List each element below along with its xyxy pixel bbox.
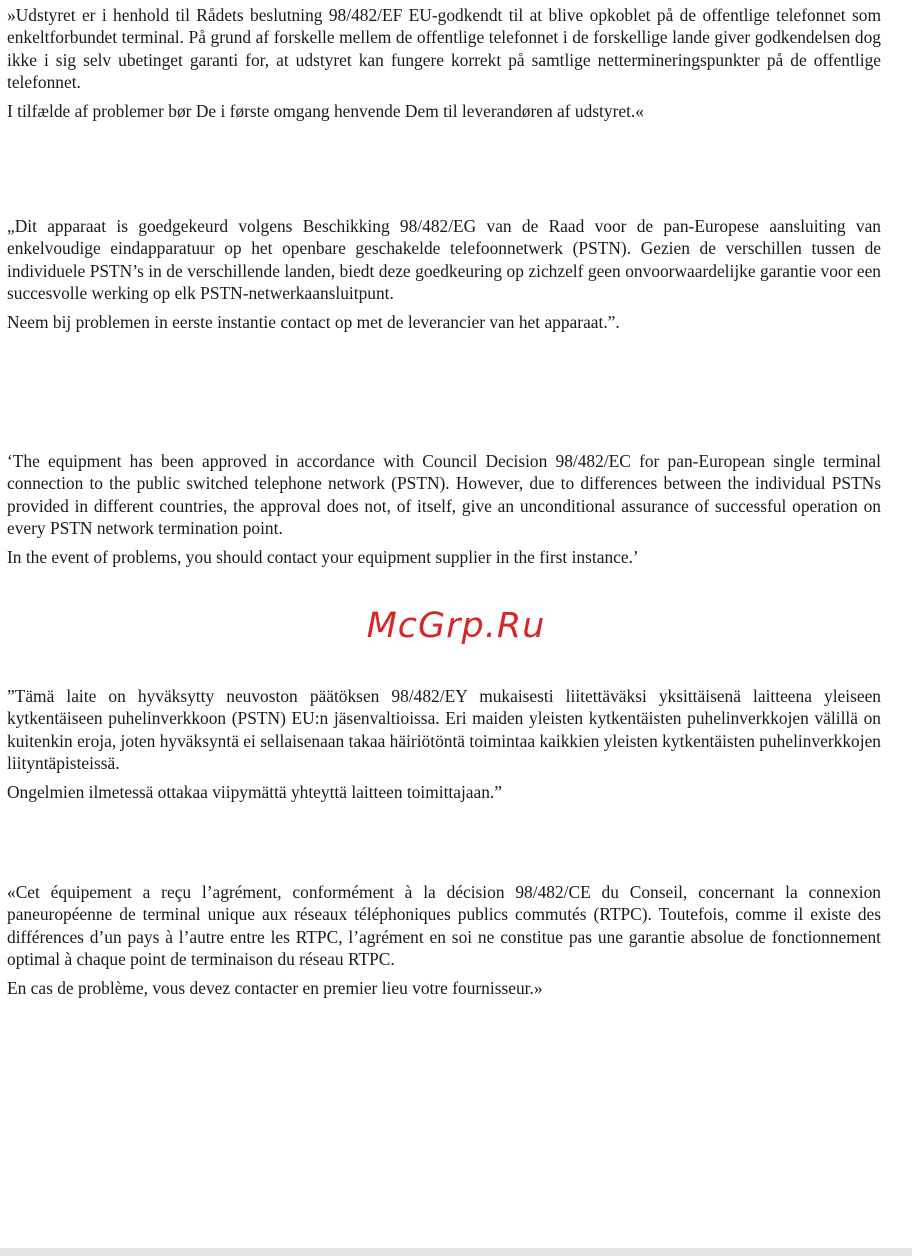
notice-dutch [7,215,881,333]
notice-french [7,881,881,999]
site-watermark: McGrp.Ru [366,606,546,646]
notice-danish-closing: I tilfælde af problemer bør De i første omgang henvende Dem til leverandøren af udstyret.« [7,100,644,121]
notice-dutch-closing: Neem bij problemen in eerste instantie contact op met de leverancier van het apparaat.”. [7,311,620,332]
notice-french-body: «Cet équipement a reçu l’agrément, conformément à la décision 98/482/CE du Conseil, concernant la connexion paneuropéenne de terminal unique aux réseaux téléphoniques publics commutés (RTPC). Toutefois, comme il existe des différences d’un pays à l’autre entre les RTPC, l’agrément en soi ne constitue pas une garantie absolue de fonctionnement optimal à chaque point de terminaison du réseau RTPC. [7,882,881,970]
notice-english-closing: In the event of problems, you should contact your equipment supplier in the first instance.’ [7,546,639,567]
notice-dutch-body: „Dit apparaat is goedgekeurd volgens Beschikking 98/482/EG van de Raad voor de pan-Europese aansluiting van enkelvoudige eindapparatuur op het openbare geschakelde telefoonnetwerk (PSTN). Gezien de verschillen tussen de individuele PSTN’s in de verschillende landen, biedt deze goedkeuring op zichzelf geen onvoorwaardelijke garantie voor een succesvolle werking op elk PSTN-netwerkaansluitpunt. [7,216,881,304]
notice-finnish-closing: Ongelmien ilmetessä ottakaa viipymättä yhteyttä laitteen toimittajaan.” [7,781,502,802]
notice-english [7,450,881,568]
notice-french-closing: En cas de problème, vous devez contacter en premier lieu votre fournisseur.» [7,977,543,998]
notice-danish [7,4,881,122]
notice-danish-body: »Udstyret er i henhold til Rådets beslutning 98/482/EF EU-godkendt til at blive opkoblet på de offentlige telefonnet som enkeltforbundet terminal. På grund af forskelle mellem de offentlige telefonnet i de forskellige lande giver godkendelsen dog ikke i sig selv ubetinget garanti for, at udstyret kan fungere korrekt på samtlige nettermineringspunkter på de offentlige telefonnet. [7,5,881,93]
page-bottom-edge [0,1248,912,1256]
notice-finnish-body: ”Tämä laite on hyväksytty neuvoston päätöksen 98/482/EY mukaisesti liitettäväksi yksittäisenä laitteena yleiseen kytkentäiseen puhelinverkkoon (PSTN) EU:n jäsenvaltioissa. Eri maiden yleisten kytkentäisten puhelinverkkojen välillä on kuitenkin eroja, joten hyväksyntä ei sellaisenaan takaa häiriötöntä toimintaa kaikkien yleisten kytkentäisten puhelinverkkojen liityntäpisteissä. [7,686,881,774]
notice-finnish [7,685,881,803]
notice-english-body: ‘The equipment has been approved in accordance with Council Decision 98/482/EC for pan-European single terminal connection to the public switched telephone network (PSTN). However, due to differences between the individual PSTNs provided in different countries, the approval does not, of itself, give an unconditional assurance of successful operation on every PSTN network termination point. [7,451,881,539]
